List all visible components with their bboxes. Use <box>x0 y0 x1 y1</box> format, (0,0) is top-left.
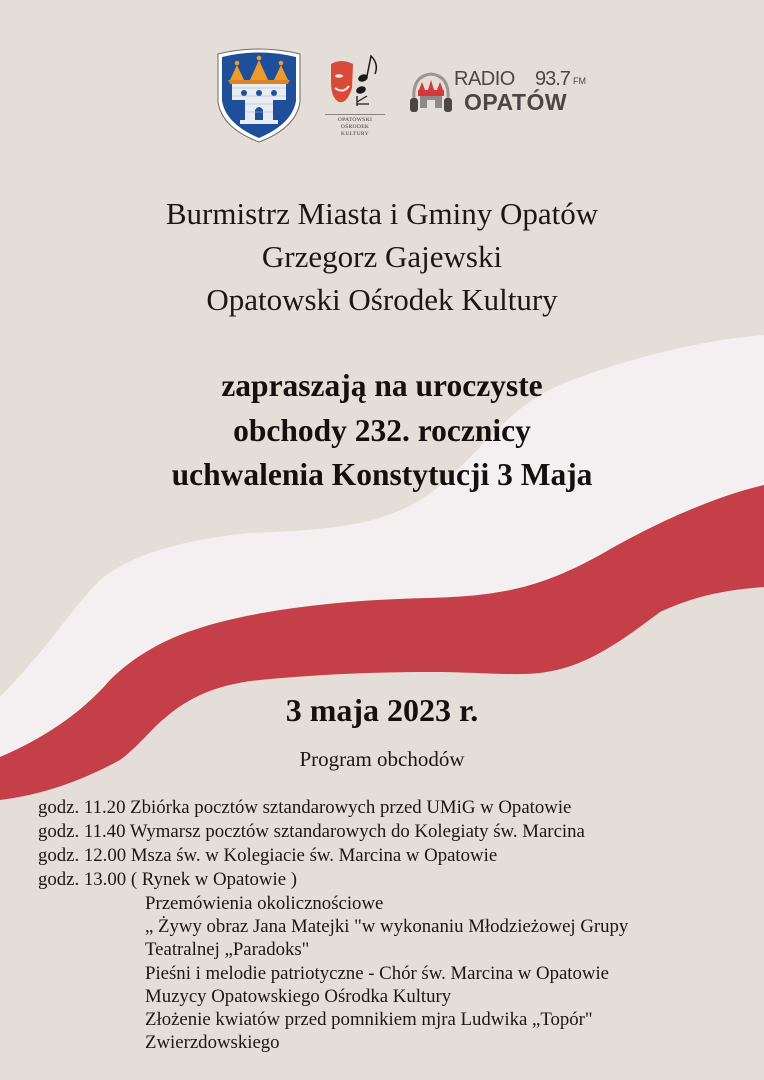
invitation-line: obchody 232. rocznicy <box>233 412 531 448</box>
invitation-headline <box>0 364 764 498</box>
logo-row <box>0 0 764 160</box>
schedule-sub-item: Złożenie kwiatów przed pomnikiem mjra Ludwika „Topór" <box>145 1009 593 1031</box>
event-date-text: 3 maja 2023 r. <box>285 692 479 728</box>
schedule-item: godz. 11.40 Wymarsz pocztów sztandarowych do Kolegiaty św. Marcina <box>38 821 585 842</box>
schedule-sub-item: Muzycy Opatowskiego Ośrodka Kultury <box>145 985 452 1007</box>
organizer-line: Burmistrz Miasta i Gminy Opatów <box>165 196 599 231</box>
castle-headphones-icon <box>408 68 454 118</box>
organizer-line: Grzegorz Gajewski <box>261 239 503 274</box>
schedule-item: godz. 12.00 Msza św. w Kolegiacie św. Marcina w Opatowie <box>38 845 498 866</box>
organizer-line: Opatowski Ośrodek Kultury <box>206 282 558 317</box>
invitation-line: uchwalenia Konstytucji 3 Maja <box>171 457 593 492</box>
radio-city: OPATÓW <box>464 89 568 115</box>
program-title-text: Program obchodów <box>299 747 465 771</box>
program-title <box>0 743 764 775</box>
schedule-sub-item: Zwierzdowskiego <box>145 1032 280 1054</box>
program-schedule <box>38 796 738 1054</box>
radio-opatow-logo <box>408 64 588 120</box>
radio-word: RADIO <box>454 68 515 90</box>
culture-center-logo <box>325 52 385 136</box>
schedule-item: godz. 13.00 ( Rynek w Opatowie ) <box>38 869 298 890</box>
culture-center-label: OPATOWSKI OŚRODEK KULTURY <box>325 114 385 138</box>
organizers <box>0 192 764 321</box>
radio-band: FM <box>573 76 586 86</box>
radio-frequency: 93.7 <box>535 68 570 90</box>
theater-mask-music-note-icon <box>325 52 385 112</box>
invitation-line: zapraszają na uroczyste <box>221 368 543 403</box>
schedule-sub-item: Pieśni i melodie patriotyczne - Chór św. Marcina w Opatowie <box>145 962 610 984</box>
schedule-sub-item: Teatralnej „Paradoks" <box>145 939 310 961</box>
schedule-item: godz. 11.20 Zbiórka pocztów sztandarowych przed UMiG w Opatowie <box>38 797 572 818</box>
opatow-coat-of-arms-icon <box>214 46 304 144</box>
event-date <box>0 688 764 732</box>
schedule-sub-item: Przemówienia okolicznościowe <box>145 893 384 914</box>
schedule-sub-item: „ Żywy obraz Jana Matejki "w wykonaniu Młodzieżowej Grupy <box>145 916 629 938</box>
